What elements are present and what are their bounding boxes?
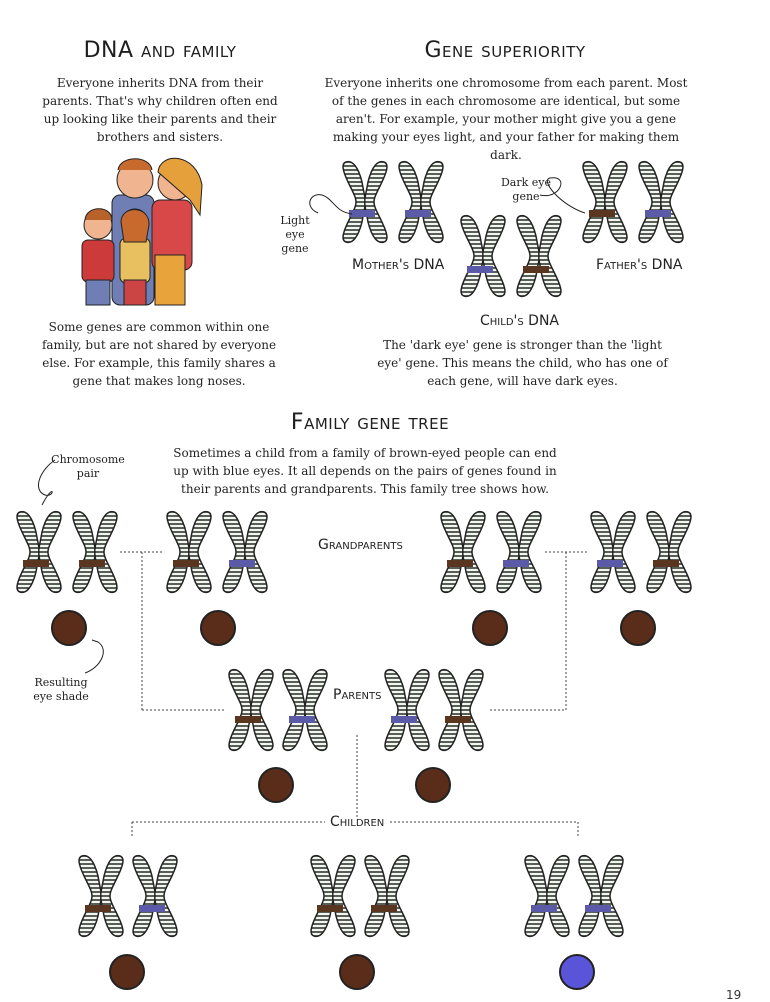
grandparent-4-chromosomes [591, 512, 691, 593]
eye-shade-parent-1 [259, 768, 293, 802]
dark-eye-gene-label: Dark eye gene [500, 176, 552, 203]
child-2-chromosomes [311, 856, 409, 937]
grandparent-3-chromosomes [441, 512, 541, 593]
gene-superiority-intro: Everyone inherits one chromosome from each parent. Most of the genes in each chromosome are identical, but some aren't. For example, your mother might give you a gene making your eyes light, and your father for making them dark. [324, 76, 688, 162]
children-label: Children [330, 814, 385, 830]
fathers-dna-chromosomes [583, 162, 683, 243]
dna-family-caption: Some genes are common within one family, but are not shared by everyone else. For example, this family shares a gene that makes long noses. [41, 320, 277, 388]
grandparent-2-chromosomes [167, 512, 267, 593]
parents-label: Parents [333, 687, 382, 703]
eye-shade-grandparent-4 [621, 611, 655, 645]
family-illustration [82, 158, 202, 305]
eye-shade-parent-2 [416, 768, 450, 802]
eye-shade-child-1 [110, 955, 144, 989]
childs-dna-label: Child's DNA [480, 313, 559, 329]
parent-1-chromosomes [229, 670, 327, 751]
childs-dna-chromosomes [461, 216, 561, 297]
parent-2-chromosomes [385, 670, 483, 751]
mothers-dna-label: Mother's DNA [352, 257, 445, 273]
mothers-dna-chromosomes [343, 162, 443, 243]
eye-shade-child-2 [340, 955, 374, 989]
eye-shade-grandparent-3 [473, 611, 507, 645]
dna-family-intro: Everyone inherits DNA from their parents. That's why children often end up looking like their parents and their brothers and sisters. [42, 76, 278, 144]
grandparents-label: Grandparents [318, 537, 403, 553]
light-eye-gene-label: Light eye gene [280, 214, 310, 255]
family-tree-title: Family gene tree [290, 410, 450, 435]
fathers-dna-label: Father's DNA [596, 257, 683, 273]
child-1-chromosomes [79, 856, 177, 937]
eye-shade-grandparent-2 [201, 611, 235, 645]
page-number: 19 [726, 988, 742, 1002]
grandparent-1-chromosomes [17, 512, 117, 593]
chromosome-pair-label: Chromosome pair [51, 453, 125, 480]
gene-superiority-caption: The 'dark eye' gene is stronger than the 'light eye' gene. This means the child, who has one of each gene, will have dark eyes. [377, 338, 668, 388]
eye-shade-child-3 [560, 955, 594, 989]
family-tree-intro: Sometimes a child from a family of brown-eyed people can end up with blue eyes. It all depends on the pairs of genes found in their parents and grandparents. This family tree shows how. [173, 446, 557, 496]
child-3-chromosomes [525, 856, 623, 937]
dna-family-title: DNA and family [83, 38, 237, 63]
gene-superiority-title: Gene superiority [424, 38, 586, 63]
resulting-eye-shade-label: Resulting eye shade [33, 676, 89, 703]
eye-shade-grandparent-1 [52, 611, 86, 645]
